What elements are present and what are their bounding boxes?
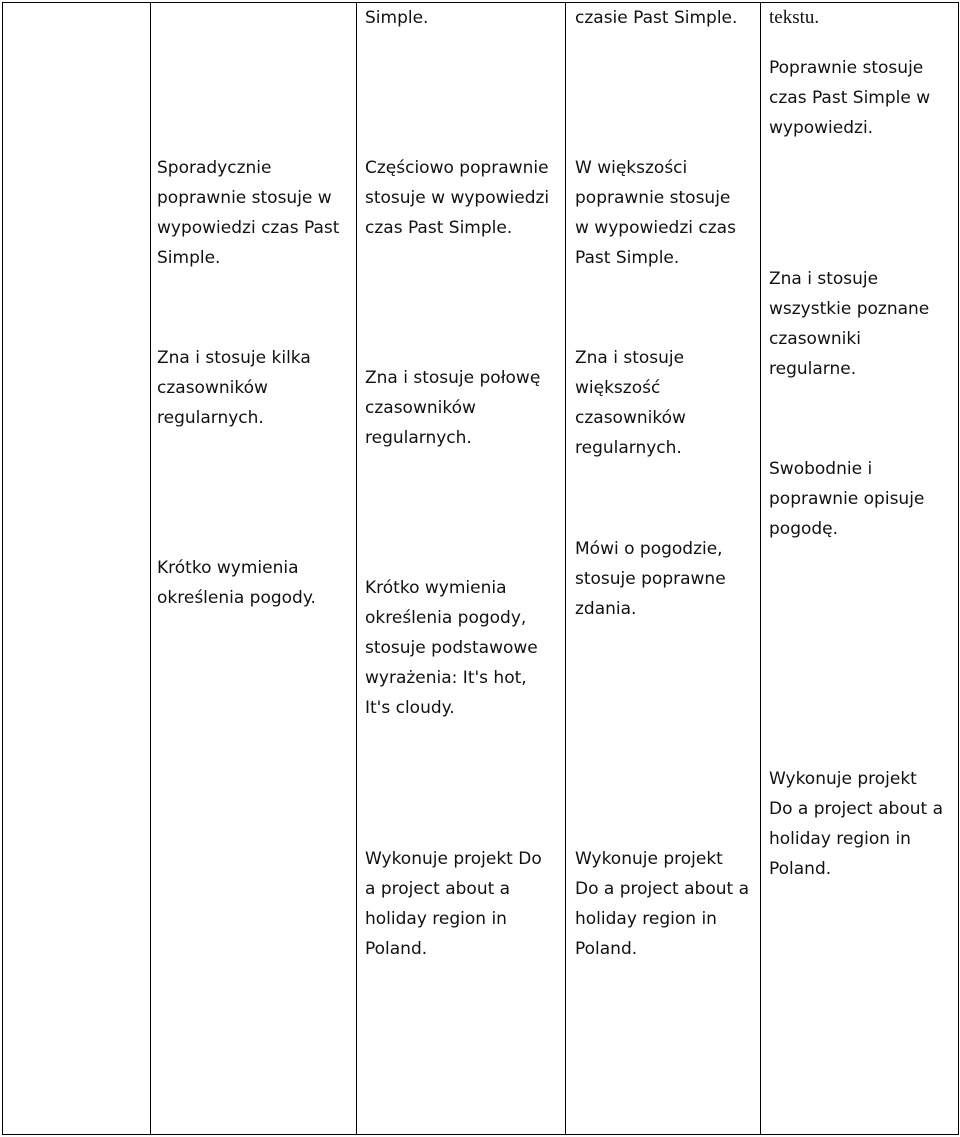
row2-col1-block3 [157, 553, 316, 613]
text-line: poprawnie stosuje [575, 188, 731, 208]
text-line: w wypowiedzi czas [575, 218, 736, 238]
text-line: czasie Past Simple. [575, 8, 738, 28]
text-line: Past Simple. [575, 248, 680, 268]
table-border-right [958, 2, 959, 1135]
text-line: holiday region in [575, 909, 717, 929]
text-line: Zna i stosuje [769, 269, 879, 289]
text-line: regularnych. [575, 438, 682, 458]
row2-col2-block2 [365, 363, 540, 453]
row2-col2-block1 [365, 153, 549, 243]
row1-col4-top-text [769, 3, 819, 33]
row2-col2-block3 [365, 573, 538, 723]
text-line: Poland. [769, 859, 832, 879]
text-line: czasowników [157, 378, 268, 398]
text-line: holiday region in [769, 829, 911, 849]
text-line: regularne. [769, 359, 857, 379]
column-divider-1 [150, 2, 151, 1135]
text-line: Zna i stosuje połowę [365, 368, 541, 388]
text-line: Krótko wymienia [365, 578, 507, 598]
text-line: pogodę. [769, 519, 839, 539]
text-line: wypowiedzi czas Past [157, 218, 340, 238]
text-line: Do a project about a [575, 879, 749, 899]
text-line: Poprawnie stosuje [769, 58, 924, 78]
row2-col4-block2 [769, 454, 924, 544]
text-line: określenia pogody. [157, 588, 316, 608]
text-line: czasowników [365, 398, 476, 418]
text-line: większość [575, 378, 661, 398]
text-line: Wykonuje projekt [769, 769, 917, 789]
text-line: Wykonuje projekt [575, 849, 723, 869]
column-divider-2 [356, 2, 357, 1135]
text-line: poprawnie stosuje w [157, 188, 332, 208]
text-line: Częściowo poprawnie [365, 158, 549, 178]
row3-col2-text [365, 844, 542, 964]
text-line: czasowniki [769, 329, 861, 349]
row2-col1-block2 [157, 343, 311, 433]
text-line: Simple. [157, 248, 221, 268]
text-line: czasowników [575, 408, 686, 428]
row2-col1-block1 [157, 153, 339, 273]
row3-col4-text [769, 764, 943, 884]
text-line: określenia pogody, [365, 608, 527, 628]
column-divider-4 [760, 2, 761, 1135]
text-line: zdania. [575, 599, 637, 619]
text-line: stosuje poprawne [575, 569, 726, 589]
row1-col2-text [365, 3, 428, 33]
row2-col3-block2 [575, 343, 686, 463]
text-line: czas Past Simple w [769, 88, 931, 108]
text-line: Simple. [365, 8, 429, 28]
text-line: czas Past Simple. [365, 218, 513, 238]
text-line: wypowiedzi. [769, 118, 874, 138]
text-line: poprawnie opisuje [769, 489, 925, 509]
text-line: wszystkie poznane [769, 299, 930, 319]
text-line: Zna i stosuje [575, 348, 685, 368]
row2-col3-block1 [575, 153, 736, 273]
text-line: Poland. [575, 939, 638, 959]
text-line: Wykonuje projekt Do [365, 849, 542, 869]
text-line: stosuje podstawowe [365, 638, 538, 658]
table-border-left [2, 2, 3, 1135]
text-line: Zna i stosuje kilka [157, 348, 311, 368]
text-line: holiday region in [365, 909, 507, 929]
text-line: a project about a [365, 879, 511, 899]
row2-col4-block1 [769, 264, 929, 384]
row2-col3-block3 [575, 534, 726, 624]
text-line: Krótko wymienia [157, 558, 299, 578]
row3-col3-text [575, 844, 749, 964]
text-line: Poland. [365, 939, 428, 959]
text-line: wyrażenia: It's hot, [365, 668, 527, 688]
text-line: Do a project about a [769, 799, 943, 819]
row1-col3-text [575, 3, 737, 33]
text-line: regularnych. [365, 428, 472, 448]
text-line: Mówi o pogodzie, [575, 539, 723, 559]
text-line: It's cloudy. [365, 698, 455, 718]
table-border-bottom [2, 1134, 959, 1135]
column-divider-3 [565, 2, 566, 1135]
text-line: stosuje w wypowiedzi [365, 188, 550, 208]
text-line: Swobodnie i [769, 459, 873, 479]
text-line: tekstu. [769, 7, 820, 28]
text-line: Sporadycznie [157, 158, 272, 178]
row1-col4-bottom-text [769, 53, 930, 143]
text-line: regularnych. [157, 408, 264, 428]
text-line: W większości [575, 158, 688, 178]
